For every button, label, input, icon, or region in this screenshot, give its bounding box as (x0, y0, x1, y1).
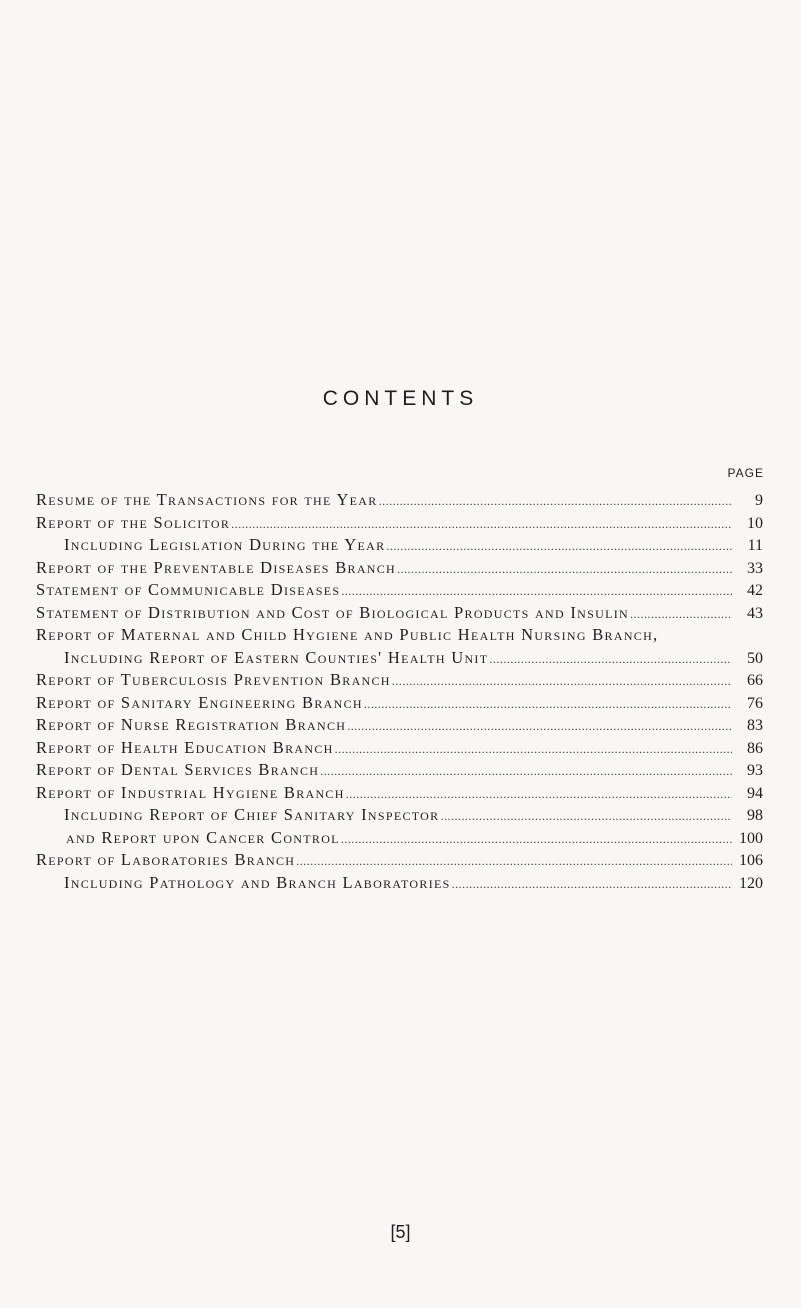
toc-entry (0, 693, 801, 716)
toc-page-number: 83 (747, 717, 763, 734)
dot-leader (231, 517, 732, 532)
toc-entry (0, 535, 801, 558)
toc-page-number: 50 (747, 649, 763, 667)
toc-page-number: 76 (747, 694, 763, 712)
dot-leader (296, 854, 732, 869)
toc-entry-title: Report of Laboratories Branch (36, 850, 296, 869)
page-number-footer: [5] (390, 1222, 411, 1242)
dot-leader (392, 674, 732, 689)
toc-entry-title: and Report upon Cancer Control (66, 827, 340, 847)
toc-entry-title: Including Legislation During the Year (64, 535, 386, 554)
table-of-contents (0, 490, 801, 895)
dot-leader (341, 832, 732, 847)
toc-entry-title: Report of Maternal and Child Hygiene and Public Health Nursing Branch, (36, 625, 659, 644)
toc-page-number: 106 (739, 852, 763, 869)
dot-leader (397, 562, 732, 577)
toc-page-number: 94 (747, 784, 763, 802)
dot-leader (335, 742, 732, 757)
toc-entry (0, 603, 801, 626)
toc-entry (0, 580, 801, 603)
toc-entry-title: Report of Dental Services Branch (36, 760, 320, 779)
toc-page-number: 100 (739, 829, 763, 847)
toc-page-number: 33 (747, 559, 763, 577)
page-title: CONTENTS (322, 387, 479, 410)
dot-leader (341, 584, 732, 599)
toc-entry (0, 490, 801, 513)
toc-entry (0, 783, 801, 806)
toc-entry-title: Including Report of Eastern Counties' Health Unit (64, 647, 489, 667)
toc-entry-title: Report of Health Education Branch (36, 737, 334, 757)
toc-entry (0, 625, 801, 648)
dot-leader (346, 787, 732, 802)
toc-entry-title: Statement of Communicable Diseases (36, 580, 341, 599)
toc-page-number: 120 (739, 874, 763, 892)
toc-entry (0, 850, 801, 873)
toc-page-number: 43 (747, 604, 763, 622)
toc-entry (0, 558, 801, 581)
toc-page-number: 93 (747, 762, 763, 779)
toc-entry (0, 715, 801, 738)
toc-entry (0, 670, 801, 693)
toc-entry-title: Report of Tuberculosis Prevention Branch (36, 670, 391, 689)
toc-entry-title: Report of Sanitary Engineering Branch (36, 692, 363, 712)
toc-page-number: 9 (755, 492, 763, 509)
dot-leader (364, 697, 732, 712)
dot-leader (320, 764, 732, 779)
toc-entry (0, 648, 801, 671)
dot-leader (489, 652, 732, 667)
dot-leader (379, 494, 732, 509)
toc-entry (0, 760, 801, 783)
toc-entry (0, 805, 801, 828)
toc-entry-title: Resume of the Transactions for the Year (36, 490, 378, 509)
toc-entry-title: Report of the Solicitor (36, 512, 231, 532)
toc-entry (0, 738, 801, 761)
dot-leader (440, 809, 732, 824)
dot-leader (630, 607, 732, 622)
toc-entry-title: Including Pathology and Branch Laboratories (64, 872, 451, 892)
toc-page-number: 10 (747, 514, 763, 532)
dot-leader (347, 719, 732, 734)
toc-page-number: 66 (747, 672, 763, 689)
toc-entry (0, 513, 801, 536)
toc-page-number: 11 (747, 537, 763, 554)
toc-page-number: 98 (747, 807, 763, 824)
toc-entry-title: Report of Nurse Registration Branch (36, 715, 347, 734)
toc-entry-title: Report of Industrial Hygiene Branch (36, 782, 345, 802)
toc-page-number: 86 (747, 739, 763, 757)
toc-entry-title: Including Report of Chief Sanitary Inspector (64, 805, 440, 824)
toc-page-number: 42 (747, 582, 763, 599)
toc-entry (0, 828, 801, 851)
dot-leader (386, 539, 732, 554)
toc-entry-title: Report of the Preventable Diseases Branch (36, 557, 397, 577)
page-column-label: PAGE (727, 466, 764, 480)
toc-entry-title: Statement of Distribution and Cost of Biological Products and Insulin (36, 602, 629, 622)
dot-leader (452, 877, 732, 892)
toc-entry (0, 873, 801, 896)
